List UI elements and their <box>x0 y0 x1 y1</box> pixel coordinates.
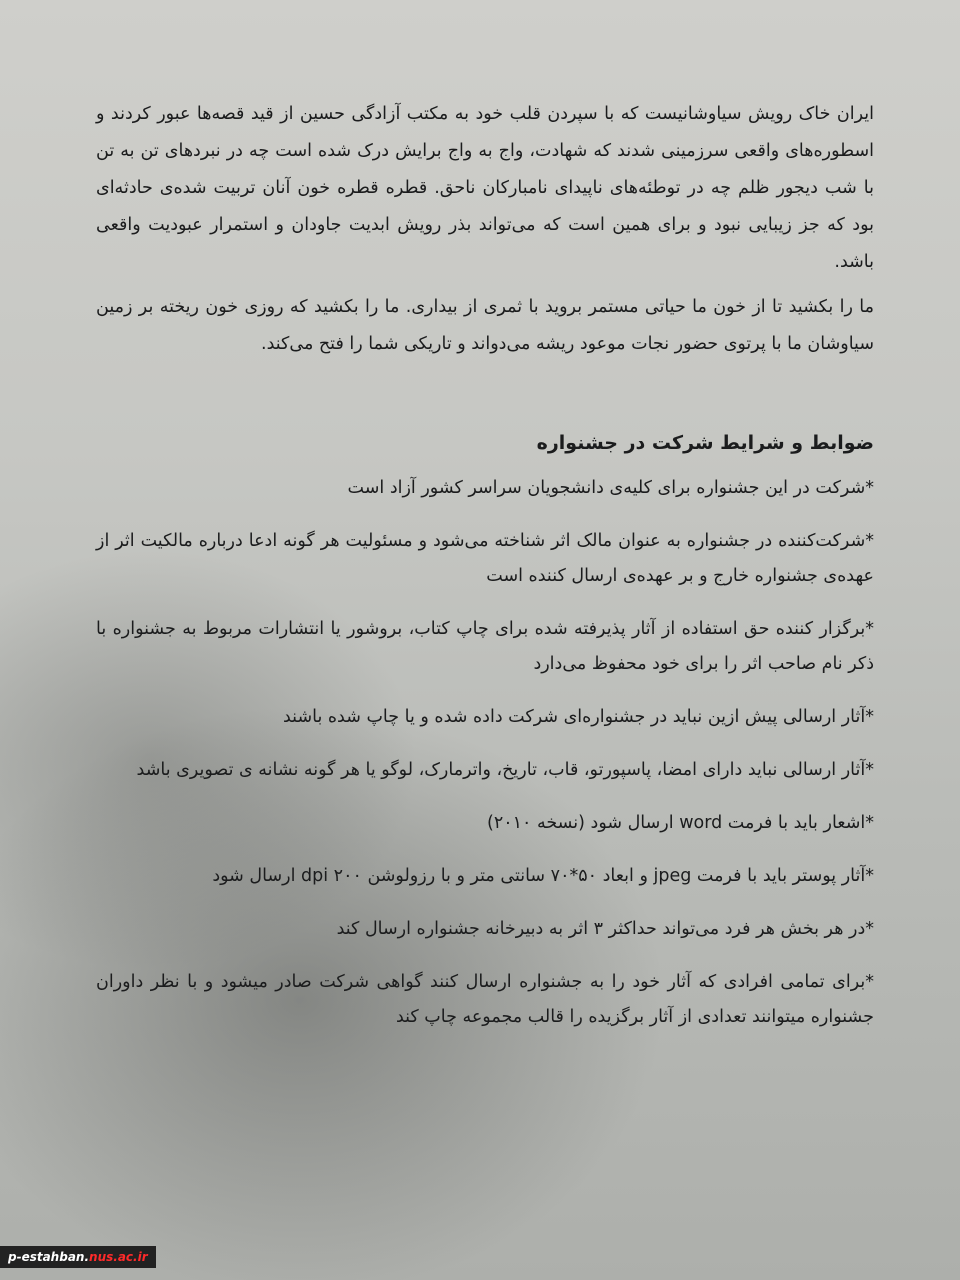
rule-item: *شرکت‌کننده در جشنواره به عنوان مالک اثر شناخته می‌شود و مسئولیت هر گونه ادعا درباره مالکیت اثر از عهده‌ی جشنواره خارج و بر عهده‌ی ارسال کننده است <box>96 531 874 586</box>
intro-paragraph-1: ایران خاک رویش سیاوشانیست که با سپردن قلب خود به مکتب آزادگی حسین از قید قصه‌ها عبور کردند و اسطوره‌های واقعی سرزمینی شدند که شهادت، واج به واج برایش درک شده است چه در نبردهای تن به تن با شب دیجور ظلم چه در توطئه‌های ناپیدای نامبارکان ناحق. قطره قطره خون آنان تربیت شده‌ی حادثه‌ای بود که جز زیبایی نبود و برای همین است که می‌تواند بذر رویش ابدیت جاودان و استمرار عبودیت واقعی باشد. <box>96 104 874 272</box>
watermark-domain: nus.ac.ir <box>89 1250 148 1264</box>
watermark-prefix: p-estahban. <box>8 1250 90 1264</box>
rule-item: *برای تمامی افرادی که آثار خود را به جشنواره ارسال کنند گواهی شرکت صادر میشود و با نظر داوران جشنواره میتوانند تعدادی از آثار برگزیده را قالب مجموعه چاپ کند <box>96 972 874 1027</box>
intro-paragraph-2: ما را بکشید تا از خون ما حیاتی مستمر بروید با ثمری از بیداری. ما را بکشید که روزی خون ریخته بر زمین سیاوشان ما با پرتوی حضور نجات موعود ریشه می‌دواند و تاریکی شما را فتح می‌کند. <box>96 297 874 354</box>
rule-item: *برگزار کننده حق استفاده از آثار پذیرفته شده برای چاپ کتاب، بروشور یا انتشارات مربوط به جشنواره با ذکر نام صاحب اثر را برای خود محفوظ می‌دارد <box>96 619 874 674</box>
rule-item: *شرکت در این جشنواره برای کلیه‌ی دانشجویان سراسر کشور آزاد است <box>347 478 874 498</box>
rule-item: *اشعار باید با فرمت word ارسال شود (نسخه ۲۰۱۰) <box>486 813 874 833</box>
rule-item: *در هر بخش هر فرد می‌تواند حداکثر ۳ اثر به دبیرخانه جشنواره ارسال کند <box>336 919 874 939</box>
site-watermark <box>0 1246 156 1268</box>
document-body <box>96 96 874 1053</box>
rules-heading: ضوابط و شرایط شرکت در جشنواره <box>536 432 874 454</box>
rule-item: *آثار ارسالی نباید دارای امضا، پاسپورتو، قاب، تاریخ، واترمارک، لوگو یا هر گونه نشانه ی تصویری باشد <box>136 760 874 780</box>
rule-item: *آثار ارسالی پیش ازین نباید در جشنواره‌ای شرکت داده شده و یا چاپ شده باشند <box>282 707 874 727</box>
rules-list <box>96 471 874 1035</box>
rule-item: *آثار پوستر باید با فرمت jpeg و ابعاد ۵۰*۷۰ سانتی متر و با رزولوشن ۲۰۰ dpi ارسال شود <box>212 866 874 886</box>
